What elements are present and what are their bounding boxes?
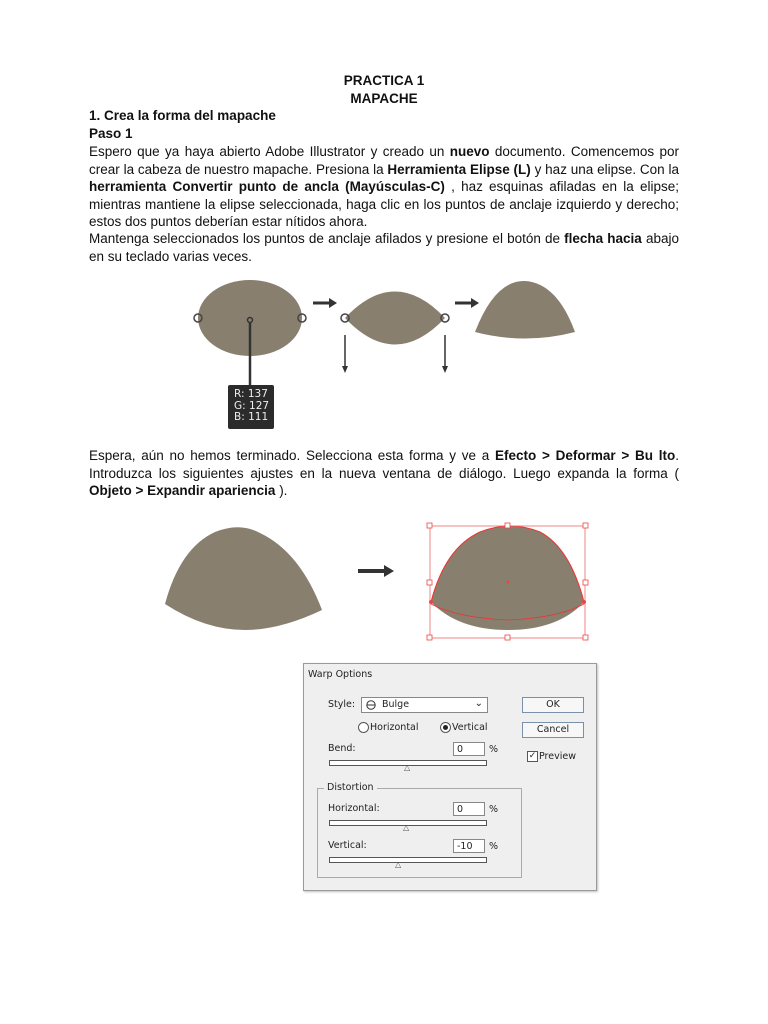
dist-vertical-percent: %: [489, 841, 499, 852]
distortion-label: Distortion: [324, 782, 377, 793]
warp-options-dialog: [303, 663, 597, 891]
p3-bold: Objeto > Expandir apariencia: [89, 483, 276, 498]
dome-before: [165, 527, 322, 630]
horizontal-radio-label: Horizontal: [370, 722, 419, 733]
dist-horizontal-field[interactable]: 0: [453, 802, 485, 816]
p1-text: Espero que ya haya abierto Adobe Illustrator y creado un: [89, 144, 450, 159]
p2-text: abajo en su teclado varias veces.: [89, 231, 679, 264]
dist-vertical-slider[interactable]: [329, 857, 487, 863]
dome-shape: [475, 281, 575, 339]
section-heading: 1. Crea la forma del mapache: [89, 108, 276, 123]
paragraph-2: [89, 230, 679, 265]
dist-vertical-field[interactable]: -10: [453, 839, 485, 853]
p2-text: Mantenga seleccionados los puntos de anclaje afilados y presione el botón de: [89, 231, 565, 246]
vertical-radio[interactable]: [440, 722, 451, 733]
bend-percent: %: [489, 744, 499, 755]
paragraph-1: [89, 143, 679, 231]
p2-bold: flecha hacia: [564, 231, 642, 246]
pointed-shape: [345, 292, 445, 345]
p1-text: , haz esquinas afiladas en la elipse; mientras mantiene la elipse seleccionada, haga clic en los puntos de anclaje izquierdo y derecho; estos dos puntos deberían estar nítidos ahora.: [89, 179, 680, 229]
dist-horizontal-thumb[interactable]: △: [403, 823, 410, 832]
style-label: Style:: [328, 699, 356, 710]
figure-warp-result: [160, 518, 600, 648]
distortion-group: [317, 788, 522, 878]
p1-bold: herramienta Convertir punto de ancla (Mayúsculas-C): [89, 179, 445, 194]
p1-bold: Herramienta Elipse (L): [387, 161, 531, 177]
horizontal-radio[interactable]: [358, 722, 369, 733]
bend-field[interactable]: 0: [453, 742, 485, 756]
preview-label: Preview: [539, 751, 576, 762]
doc-title: PRACTICA 1: [343, 73, 425, 88]
p3-bold: Efecto > Deformar > Bu lto: [495, 448, 676, 463]
bend-slider-thumb[interactable]: △: [404, 763, 411, 772]
dist-vertical-label: Vertical:: [328, 840, 367, 851]
bulge-icon: [366, 700, 376, 710]
chevron-down-icon: ⌄: [474, 698, 483, 709]
bend-label: Bend:: [328, 743, 356, 754]
rgb-red: R: 137: [234, 388, 268, 400]
style-value: Bulge: [382, 699, 410, 710]
rgb-blue: B: 111: [234, 411, 269, 423]
paragraph-3: [89, 447, 679, 500]
dist-vertical-thumb[interactable]: △: [395, 860, 402, 869]
p1-bold: nuevo: [449, 144, 490, 159]
p1-text: y haz una elipse. Con la: [530, 161, 679, 177]
rgb-values: [234, 389, 269, 424]
cancel-button[interactable]: Cancel: [522, 722, 584, 738]
preview-checkbox[interactable]: ✓: [528, 751, 537, 761]
dialog-title: Warp Options: [308, 669, 373, 680]
p1-text: documento. Comencemos por crear la cabeza de nuestro mapache. Presiona la: [89, 144, 680, 177]
vertical-radio-label: Vertical: [452, 722, 488, 733]
p3-text: . Introduzca los siguientes ajustes en la nueva ventana de diálogo. Luego expanda la forma (: [89, 448, 679, 481]
step-heading: Paso 1: [89, 126, 133, 141]
dist-horizontal-label: Horizontal:: [328, 803, 380, 814]
p3-text: Espera, aún no hemos terminado. Selecciona esta forma y ve a: [89, 448, 496, 463]
rgb-green: G: 127: [234, 399, 270, 412]
doc-subtitle: MAPACHE: [350, 91, 418, 106]
dome-after: [431, 526, 584, 630]
ok-button[interactable]: OK: [522, 697, 584, 713]
p3-text: ).: [275, 483, 288, 498]
style-select[interactable]: [361, 697, 488, 713]
dist-horizontal-percent: %: [489, 804, 499, 815]
